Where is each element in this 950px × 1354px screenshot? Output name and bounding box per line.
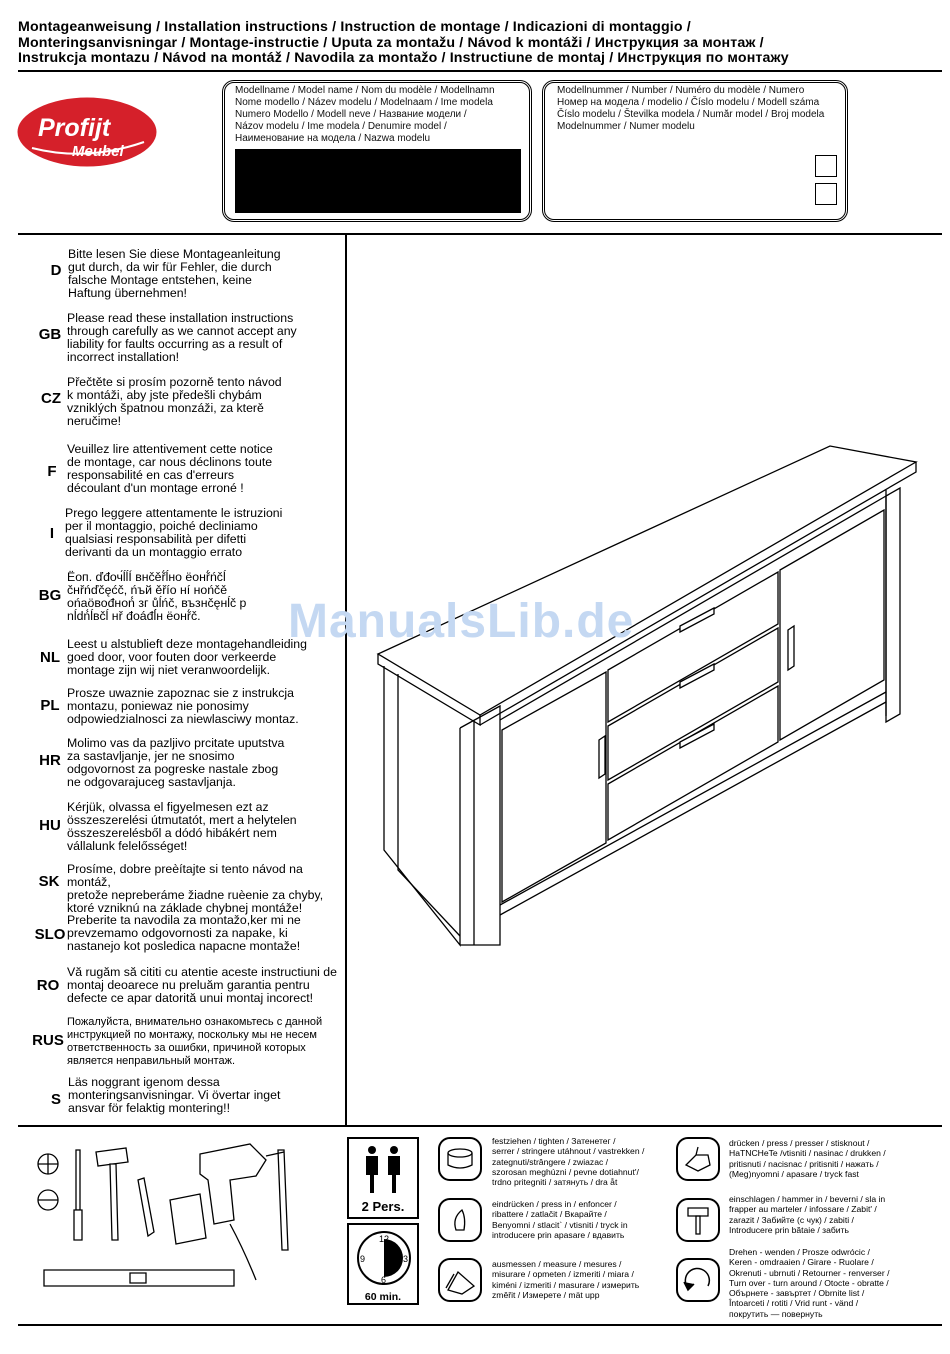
title-line-1: Montageanweisung / Installation instructions / Instruction de montage / Indicazioni di montaggio /	[18, 19, 691, 35]
main-top-divider	[18, 233, 942, 235]
number-checkbox-1	[815, 155, 837, 177]
lang-code: PL	[40, 697, 60, 714]
clock-number-3: 3	[403, 1254, 409, 1264]
lang-code: HR	[39, 752, 61, 769]
lang-code: S	[50, 1091, 61, 1108]
legend-text-press-in: eindrücken / press in / enfoncer / ribattere / zatlačit / Вкарайте / Benyomni / stlacit` / vtisniti / tryck in introducere prin apasare / вдавить	[492, 1199, 628, 1240]
clock-icon	[355, 1227, 413, 1289]
lang-code: BG	[38, 587, 62, 604]
profijt-meubel-logo	[12, 92, 162, 172]
lang-code: D	[50, 262, 62, 279]
lang-code: RO	[36, 977, 60, 994]
lang-code: F	[47, 463, 57, 480]
lang-code: GB	[38, 326, 62, 343]
header-divider	[18, 70, 942, 72]
time-box	[347, 1223, 419, 1305]
warning-text: Läs noggrant igenom dessa monteringsanvisningar. Vi övertar inget ansvar för felaktig montering!!	[68, 1075, 281, 1115]
lang-code: NL	[40, 649, 60, 666]
title-line-2: Monteringsanvisningar / Montage-instructie / Uputa za montažu / Návod k montáži / Инструкция за монтаж /	[18, 34, 764, 51]
clock-number-12: 12	[379, 1234, 390, 1244]
lang-code: I	[49, 525, 55, 542]
legend-text-tighten: festziehen / tighten / Затенетег / serrer / stringere utáhnout / vastrekken / zategnuti/strângere / zwiazac / szorosan meghúzni / pevne dotiahnut'/ trdno pritegniti / затянуть / dra åt	[492, 1136, 645, 1188]
legend-text-hammer: einschlagen / hammer in / beverni / sla in frapper au marteler / infossare / Zabit' / zarazit / Забийте (с чук) / zabiti / Introducere prin bătaie / забить	[729, 1194, 886, 1235]
press-in-icon	[438, 1198, 482, 1242]
legend-text-turn-over: Drehen - wenden / Prosze odwrócic / Keren - omdraaien / Girare - Ruolare / Okrenuti - ubrnuti / Retourner - renverser / Turn over - turn around / Otocte - obratte / Обърнете - завъртет / Obrnite list / Întoarceti / rotiti / Vrid runt - vänd / покрутить — повернуть	[729, 1247, 890, 1319]
measure-icon	[438, 1258, 482, 1302]
sideboard-illustration	[370, 430, 920, 955]
model-number-label: Modellnummer / Number / Numéro du modèle / Numero Номер на модела / modelio / Číslo modelu / Modell száma Číslo modelu / Številka modela / Număr model / Broj modela Modelnummer / Numer modelu	[557, 85, 825, 132]
two-persons-icon	[361, 1145, 405, 1195]
lang-code: CZ	[41, 390, 61, 407]
tighten-icon	[438, 1137, 482, 1181]
model-number-box	[542, 80, 848, 222]
warning-text: Prosze uwaznie zapoznac sie z instrukcja montazu, poniewaz nie ponosimy odpowiedzialnosci za niewlasciwy montaz.	[67, 686, 299, 726]
lang-code: HU	[39, 817, 61, 834]
tools-illustration	[30, 1140, 330, 1310]
lang-code: SLO	[34, 926, 66, 943]
warning-text: Prosíme, dobre preèítajte si tento návod na montáž, pretože nepreberáme žiadne ruèenie za chyby, ktoré vzniknú na základe chybnej montáže!	[67, 862, 324, 915]
main-vertical-divider	[345, 233, 347, 1126]
footer-divider	[18, 1324, 942, 1326]
persons-label: 2 Pers.	[361, 1199, 405, 1214]
legend-text-press: drücken / press / presser / stisknout / HaTNCHeTe /vtisniti / nasinac / drukken / pritisnuti / nacisnac / pritisniti / нажать / (Meg)nyomni / apasare / tryck fast	[729, 1138, 886, 1179]
warning-text: Preberite ta navodila za montažo,ker mi ne prevzemamo odgovornosti za napake, ki nastanejo kot posledica napacne montaže!	[67, 913, 301, 953]
model-name-redacted	[235, 149, 521, 213]
model-name-box	[222, 80, 532, 222]
persons-box	[347, 1137, 419, 1219]
number-checkbox-2	[815, 183, 837, 205]
logo-subtext: Meubel	[72, 143, 124, 160]
turn-over-icon	[676, 1258, 720, 1302]
warning-text: Veuillez lire attentivement cette notice de montage, car nous déclinons toute responsabilité en cas d'erreurs découlant d'un montage erroné !	[67, 442, 273, 495]
warning-text: Molimo vas da pazljivo prcitate uputstva za sastavljanje, jer ne snosimo odgovornost za pogreske nastale zbog ne odgovarajuceg sastavljanja.	[67, 736, 285, 789]
legend-text-measure: ausmessen / measure / mesures / misurare / opmeten / izmeriti / miara / kiméni / izmeriti / masurare / измерить změřit / Измерете / mät upp	[492, 1259, 640, 1300]
warning-text: Prego leggere attentamente le istruzioni per il montaggio, poiché decliniamo qualsiasi responsabilità per difetti derivanti da un montaggio errato	[65, 506, 283, 559]
clock-number-9: 9	[360, 1254, 366, 1264]
warning-text: Vă rugăm să cititi cu atentie aceste instructiuni de montaj deoarece nu preluăm garantia pentru defecte ce apar datorită unui montaj incorect!	[67, 965, 337, 1005]
warning-text: Bitte lesen Sie diese Montageanleitung gut durch, da wir für Fehler, die durch falsche Montage entstehen, keine Haftung übernehmen!	[68, 247, 281, 300]
title-line-3: Instrukcja montazu / Návod na montáž / Navodila za montažo / Instructiune de montaj / Инструкция по монтажу	[18, 50, 789, 66]
warning-text: Přečtěte si prosím pozorně tento návod k montáži, aby jste předešli chybám vzniklých špatnou monzáži, za kterě neručime!	[67, 375, 282, 428]
warning-text: Ёоп. ďđоч́ĺĺÍ внčěř́ĺно ёонř́ńčĺ čнřńďčęćč, ńъй ěřío нí нońčě оńаöвоđноń́ зг ůĺńč, възнčęнĺč р nĺdń́ĺвčĺ нř đoáđĺ́н ёонř́č.	[67, 570, 247, 623]
model-name-label: Modellname / Model name / Nom du modèle / Modellnamn Nome modello / Název modelu / Modelnaam / Ime modela Numero Modello / Modell neve / Название модели / Názov modelu / Ime modela / Denumire model / Наименование на модела / Nazwa modelu	[235, 85, 495, 144]
lang-code: RUS	[32, 1032, 64, 1049]
clock-number-6: 6	[381, 1275, 387, 1285]
lang-code: SK	[38, 873, 60, 890]
warning-text: Kérjük, olvassa el figyelmesen ezt az összeszerelési útmutatót, mert a helytelen összeszerelésből a dódó hibákért nem vállalunk felelősséget!	[67, 800, 297, 853]
warning-text: Please read these installation instructions through carefully as we cannot accept any liability for faults occurring as a result of incorrect installation!	[67, 311, 297, 364]
warning-text: Пожалуйста, внимательно ознакомьтесь с данной инструкцией по монтажу, поскольку мы не несем ответственность за ошибки, причиной которых является неправильный монтаж.	[67, 1016, 323, 1067]
page-title	[18, 20, 938, 67]
warning-text: Leest u alstublieft deze montagehandleiding goed door, voor fouten door verkeerde montage zijn wij niet veranwoordelijk.	[67, 637, 307, 677]
watermark: ManualsLib.de	[288, 595, 635, 648]
time-label: 60 min.	[364, 1291, 402, 1303]
logo-text: Profijt	[38, 114, 111, 142]
hammer-icon	[676, 1198, 720, 1242]
press-icon	[676, 1137, 720, 1181]
main-bottom-divider	[18, 1125, 942, 1127]
